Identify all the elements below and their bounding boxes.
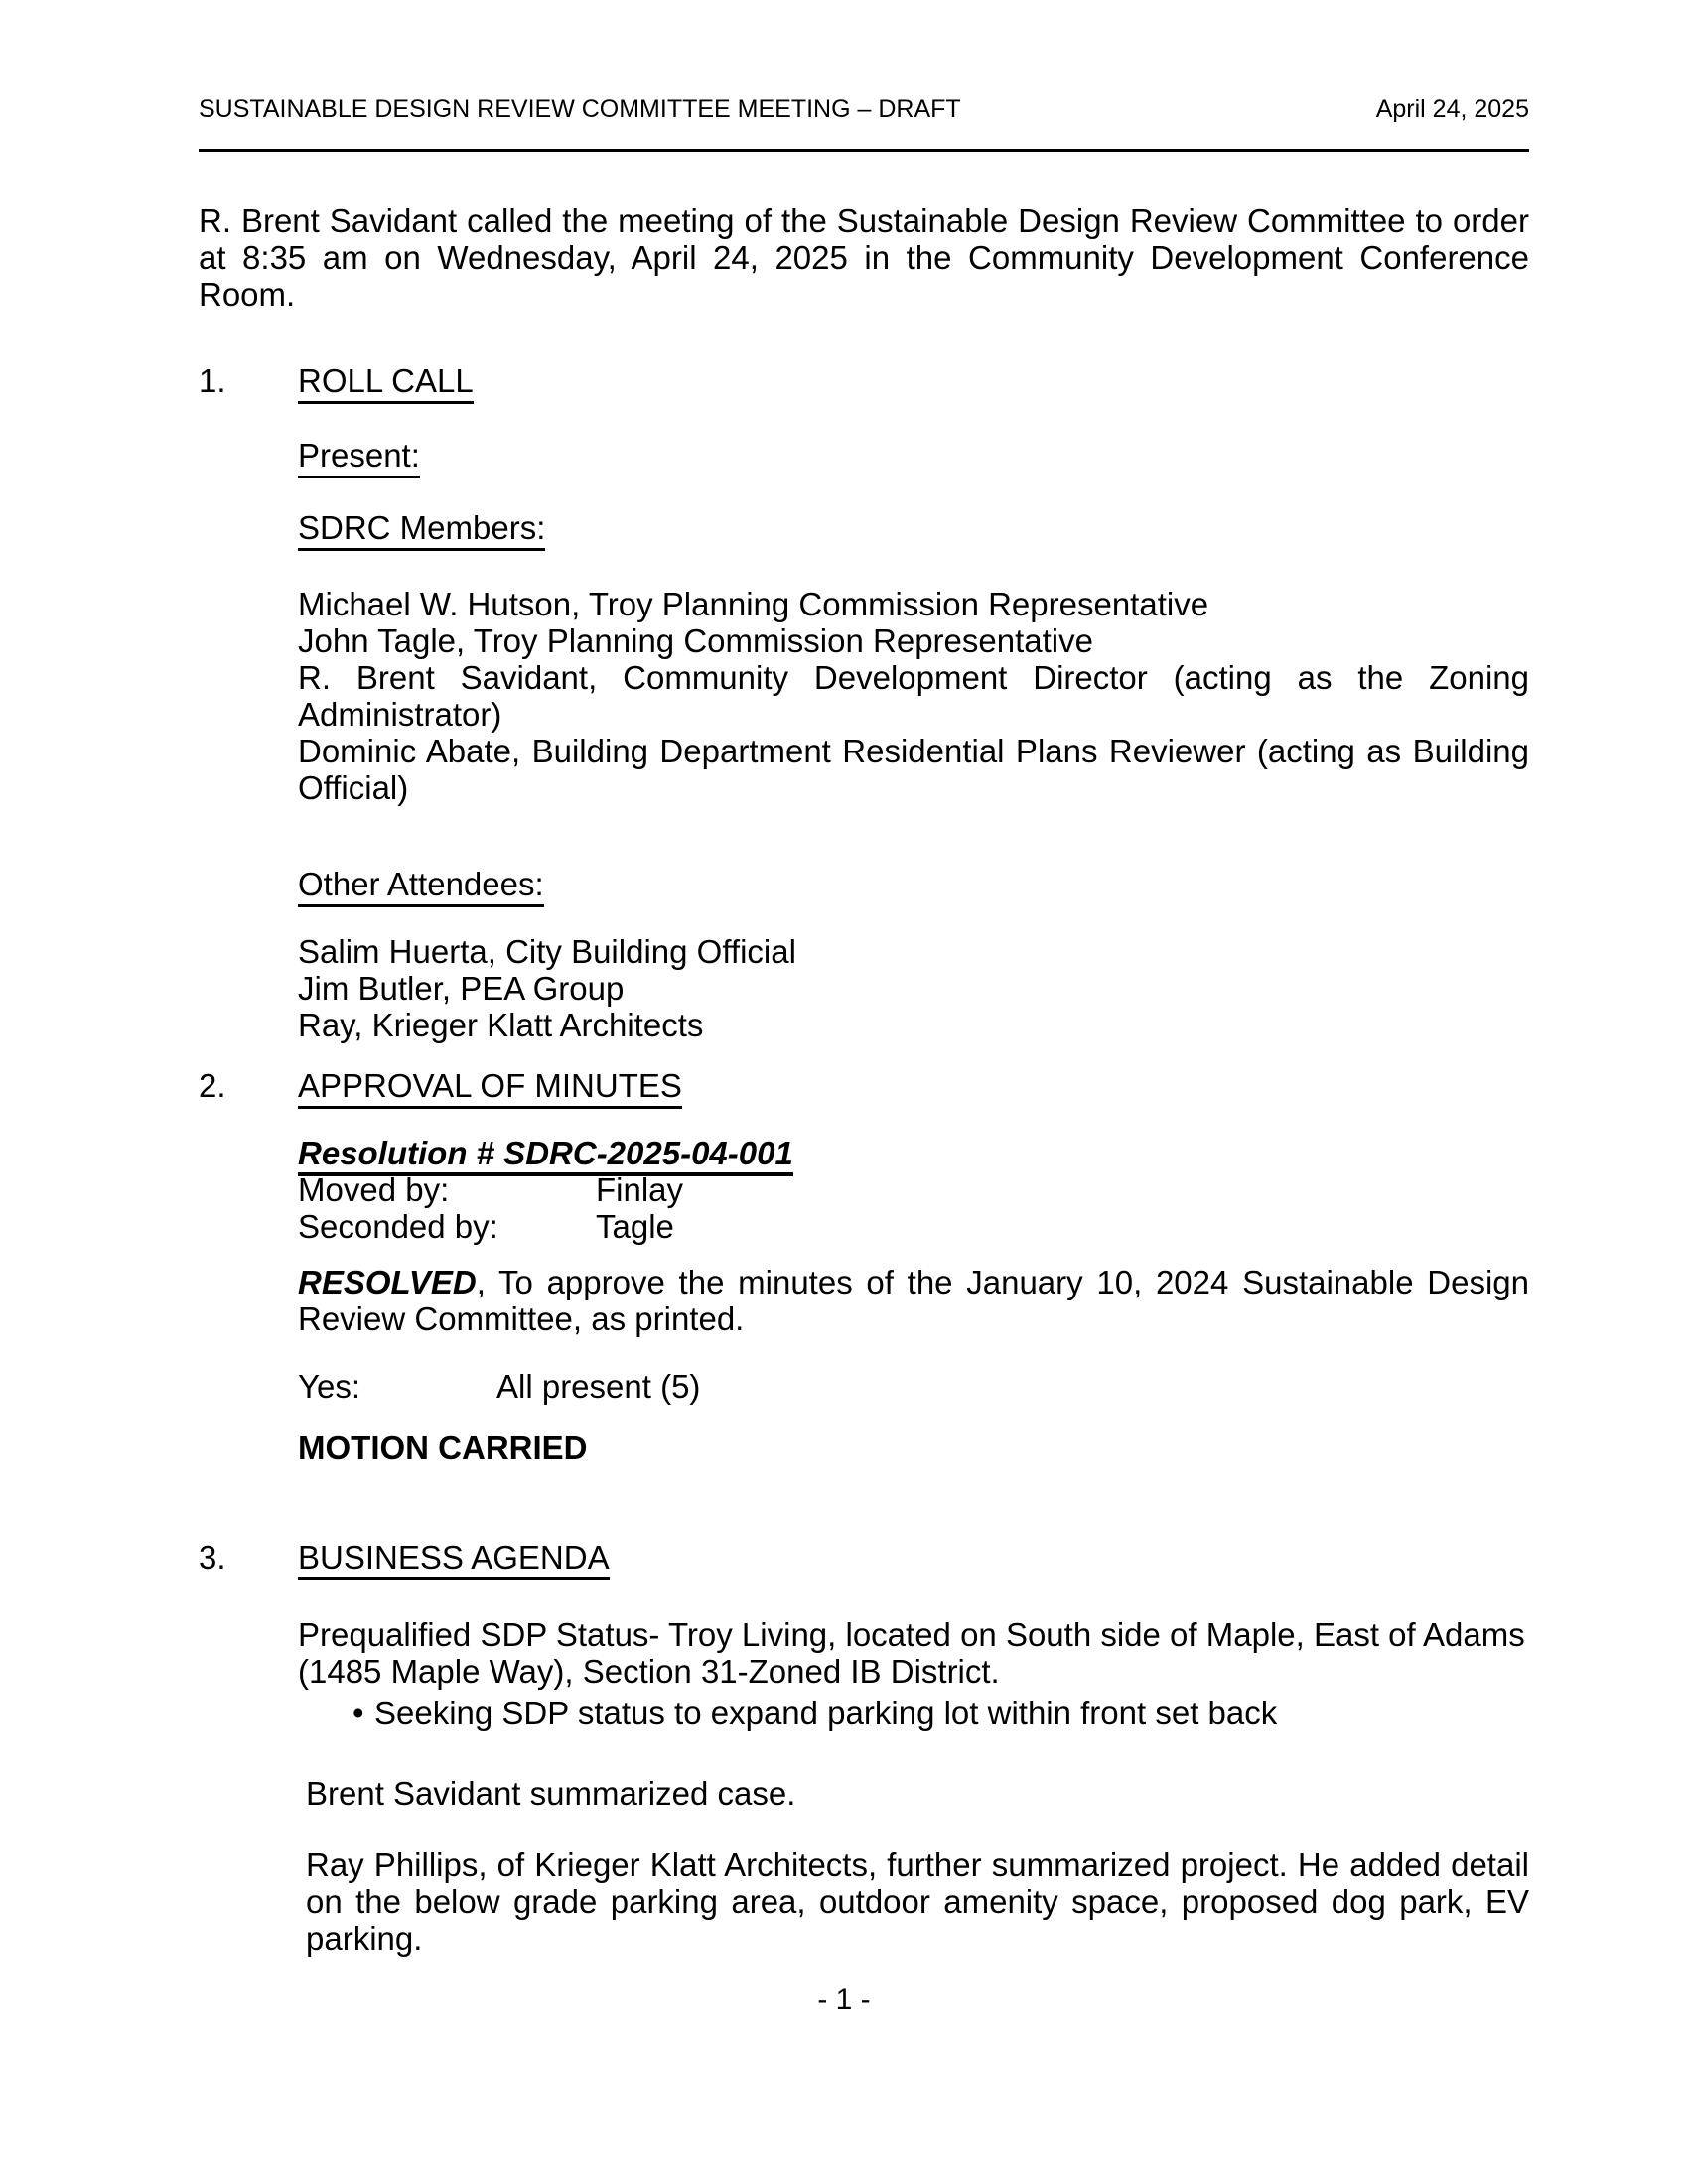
resolved-label: RESOLVED	[298, 1264, 477, 1300]
resolution-id: Resolution # SDRC-2025-04-001	[298, 1135, 1529, 1171]
business-item-intro: Prequalified SDP Status- Troy Living, located on South side of Maple, East of Adams (1485 Maple Way), Section 31-Zoned IB District.	[298, 1616, 1525, 1690]
header-title: SUSTAINABLE DESIGN REVIEW COMMITTEE MEETING – DRAFT	[199, 95, 961, 123]
moved-by-label: Moved by:	[298, 1171, 450, 1208]
section-title: BUSINESS AGENDA	[298, 1539, 610, 1580]
member-list	[298, 586, 1529, 806]
attendee-list	[298, 933, 1529, 1043]
business-body	[298, 1616, 1529, 1957]
list-item: Jim Butler, PEA Group	[298, 970, 625, 1007]
seconded-by-label: Seconded by:	[298, 1208, 498, 1245]
section-roll-call-heading	[199, 362, 1529, 399]
other-attendees-label: Other Attendees:	[298, 866, 1529, 902]
approval-body	[298, 1135, 1529, 1466]
bullet-text: Seeking SDP status to expand parking lot within front set back	[374, 1695, 1278, 1731]
section-number: 1.	[199, 362, 226, 399]
resolved-text: , To approve the minutes of the January 10, 2024 Sustainable Design Review Committee, as printed.	[298, 1264, 1529, 1337]
section-title: APPROVAL OF MINUTES	[298, 1067, 682, 1109]
seconded-by-row	[298, 1208, 1529, 1245]
list-item: Michael W. Hutson, Troy Planning Commission Representative	[298, 586, 1209, 622]
summary-paragraph: Brent Savidant summarized case.	[306, 1775, 796, 1812]
list-item: Dominic Abate, Building Department Residential Plans Reviewer (acting as Building Official)	[298, 733, 1529, 806]
roll-call-body	[298, 437, 1529, 1043]
list-item: Ray, Krieger Klatt Architects	[298, 1007, 704, 1043]
moved-by-value: Finlay	[596, 1171, 684, 1208]
section-title: ROLL CALL	[298, 362, 474, 404]
motion-carried: MOTION CARRIED	[298, 1430, 588, 1466]
detail-paragraph: Ray Phillips, of Krieger Klatt Architects, further summarized project. He added detail on the below grade parking area, outdoor amenity space, proposed dog park, EV parking.	[306, 1846, 1529, 1957]
present-label: Present:	[298, 437, 1529, 474]
list-item: Salim Huerta, City Building Official	[298, 933, 796, 970]
seconded-by-value: Tagle	[596, 1208, 674, 1245]
header-divider	[199, 149, 1529, 152]
bullet-icon: •	[352, 1695, 364, 1731]
yes-row	[298, 1368, 1529, 1405]
section-number: 3.	[199, 1539, 226, 1575]
section-number: 2.	[199, 1067, 226, 1104]
section-approval-heading	[199, 1067, 1529, 1104]
section-business-heading	[199, 1539, 1529, 1575]
yes-label: Yes:	[298, 1368, 361, 1405]
header-date: April 24, 2025	[1375, 95, 1529, 123]
intro-paragraph: R. Brent Savidant called the meeting of the Sustainable Design Review Committee to order at 8:35 am on Wednesday, April 24, 2025 in the Community Development Conference Room.	[199, 203, 1529, 313]
sdrc-members-label: SDRC Members:	[298, 509, 1529, 546]
page-number: - 1 -	[817, 1983, 871, 2016]
resolved-paragraph	[298, 1264, 1529, 1337]
list-item: John Tagle, Troy Planning Commission Representative	[298, 622, 1093, 659]
bullet-item	[352, 1695, 1529, 1731]
yes-value: All present (5)	[496, 1368, 701, 1405]
document-header	[199, 94, 1529, 124]
list-item: R. Brent Savidant, Community Development Director (acting as the Zoning Administrator)	[298, 659, 1529, 733]
moved-by-row	[298, 1171, 1529, 1208]
